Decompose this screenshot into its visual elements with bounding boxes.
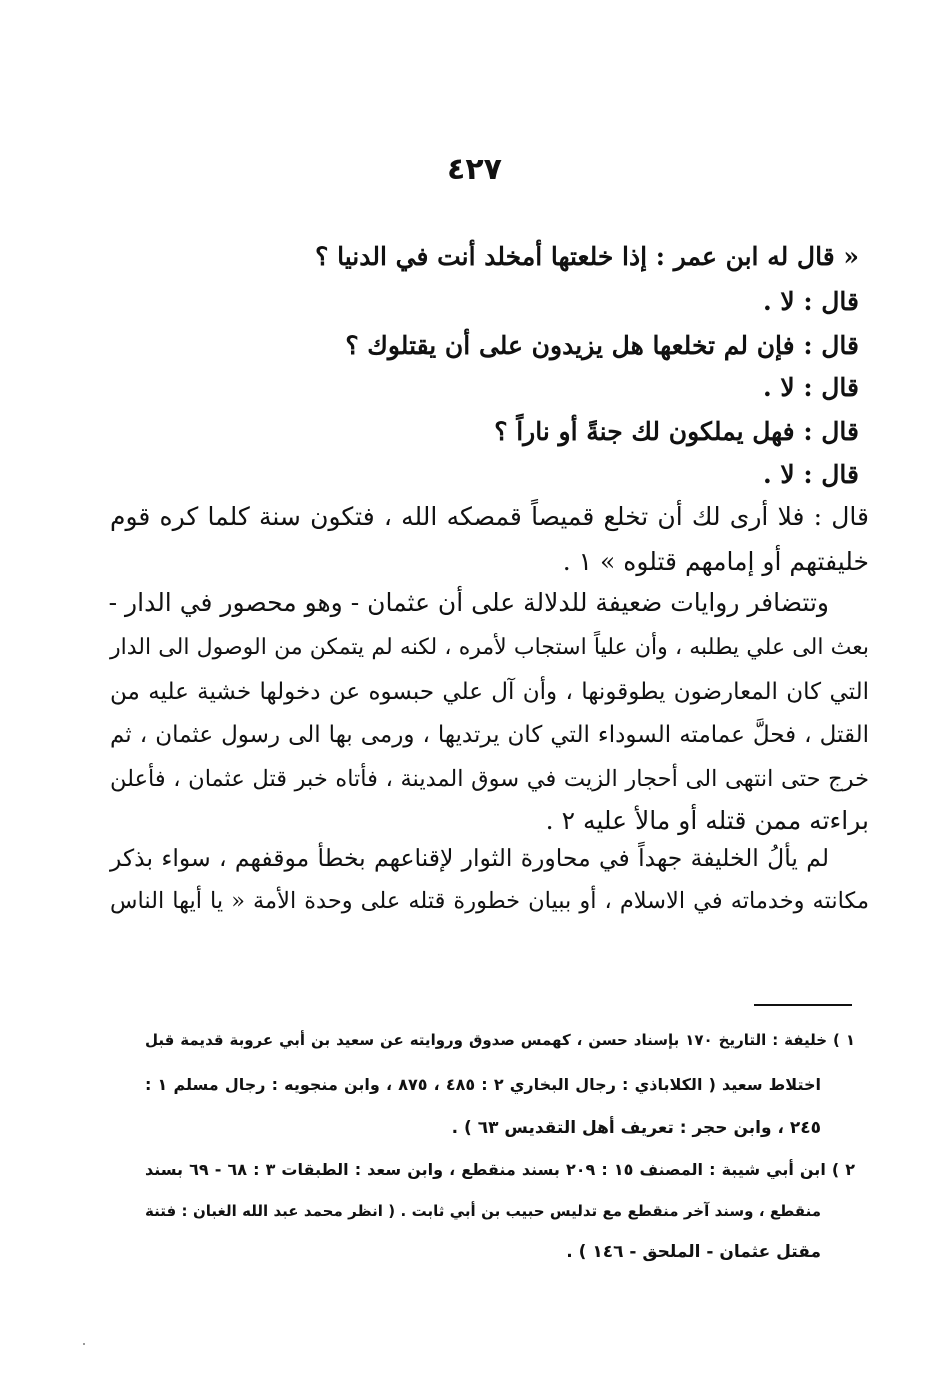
paragraph-line: مكانته وخدماته في الاسلام ، أو ببيان خطورة قتله على وحدة الأمة « يا أيها الناس (110, 888, 869, 914)
footnote-line: ٢ ) ابن أبي شيبة : المصنف ١٥ : ٢٠٩ بسند منقطع ، وابن سعد : الطبقات ٣ : ٦٨ - ٦٩ بسند (145, 1160, 856, 1179)
scan-speck (83, 1343, 85, 1345)
dialogue-line: « قال له ابن عمر : إذا خلعتها أمخلد أنت في الدنيا ؟ (315, 242, 859, 271)
paragraph-line: بعث الى علي يطلبه ، وأن علياً استجاب لأمره ، لكنه لم يتمكن من الوصول الى الدار (110, 635, 869, 660)
paragraph-line: خرج حتى انتهى الى أحجار الزيت في سوق المدينة ، فأتاه خبر قتل عثمان ، فأعلن (110, 766, 869, 792)
dialogue-line: قال : فإن لم تخلعها هل يزيدون على أن يقتلوك ؟ (345, 331, 859, 360)
paragraph-line: قال : فلا أرى لك أن تخلع قميصاً قمصكه الله ، فتكون سنة كلما كره قوم (110, 502, 869, 531)
footnote-line: ٢٤٥ ، وابن حجر : تعريف أهل التقديس ٦٣ ) . (451, 1118, 821, 1138)
dialogue-line: قال : فهل يملكون لك جنةً أو ناراً ؟ (494, 417, 859, 446)
dialogue-line: قال : لا . (762, 287, 859, 316)
footnote-separator (754, 1004, 852, 1006)
footnote-line: مقتل عثمان - الملحق - ١٤٦ ) . (566, 1242, 821, 1262)
paragraph-line: خليفتهم أو إمامهم قتلوه » ١ . (562, 547, 869, 576)
dialogue-line: قال : لا . (762, 460, 859, 489)
dialogue-line: قال : لا . (762, 373, 859, 402)
paragraph-line: لم يألُ الخليفة جهداً في محاورة الثوار لإقناعهم بخطأ موقفهم ، سواء بذكر (110, 844, 829, 872)
footnote-line: اختلاط سعيد ( الكلاباذي : رجال البخاري ٢ : ٤٨٥ ، ٨٧٥ ، وابن منجويه : رجال مسلم ١ : (145, 1075, 821, 1094)
footnote-line: منقطع ، وسند آخر منقطع مع تدليس حبيب بن أبي ثابت . ( انظر محمد عبد الله الغبان : فتنة (145, 1202, 821, 1220)
paragraph-line: القتل ، فحلَّ عمامته السوداء التي كان يرتديها ، ورمى بها الى رسول عثمان ، ثم (110, 722, 869, 748)
paragraph-line: وتتضافر روايات ضعيفة للدلالة على أن عثمان - وهو محصور في الدار - (108, 588, 829, 617)
footnote-line: ١ ) خليفة : التاريخ ١٧٠ بإسناد حسن ، كهمس صدوق وروايته عن سعيد بن أبي عروبة قديمة قبل (145, 1031, 856, 1049)
paragraph-line: براءته ممن قتله أو مالأ عليه ٢ . (545, 806, 869, 835)
page-number: ٤٢٧ (447, 152, 502, 187)
paragraph-line: التي كان المعارضون يطوقونها ، وأن آل علي حبسوه عن دخولها خشية عليه من (110, 679, 869, 705)
